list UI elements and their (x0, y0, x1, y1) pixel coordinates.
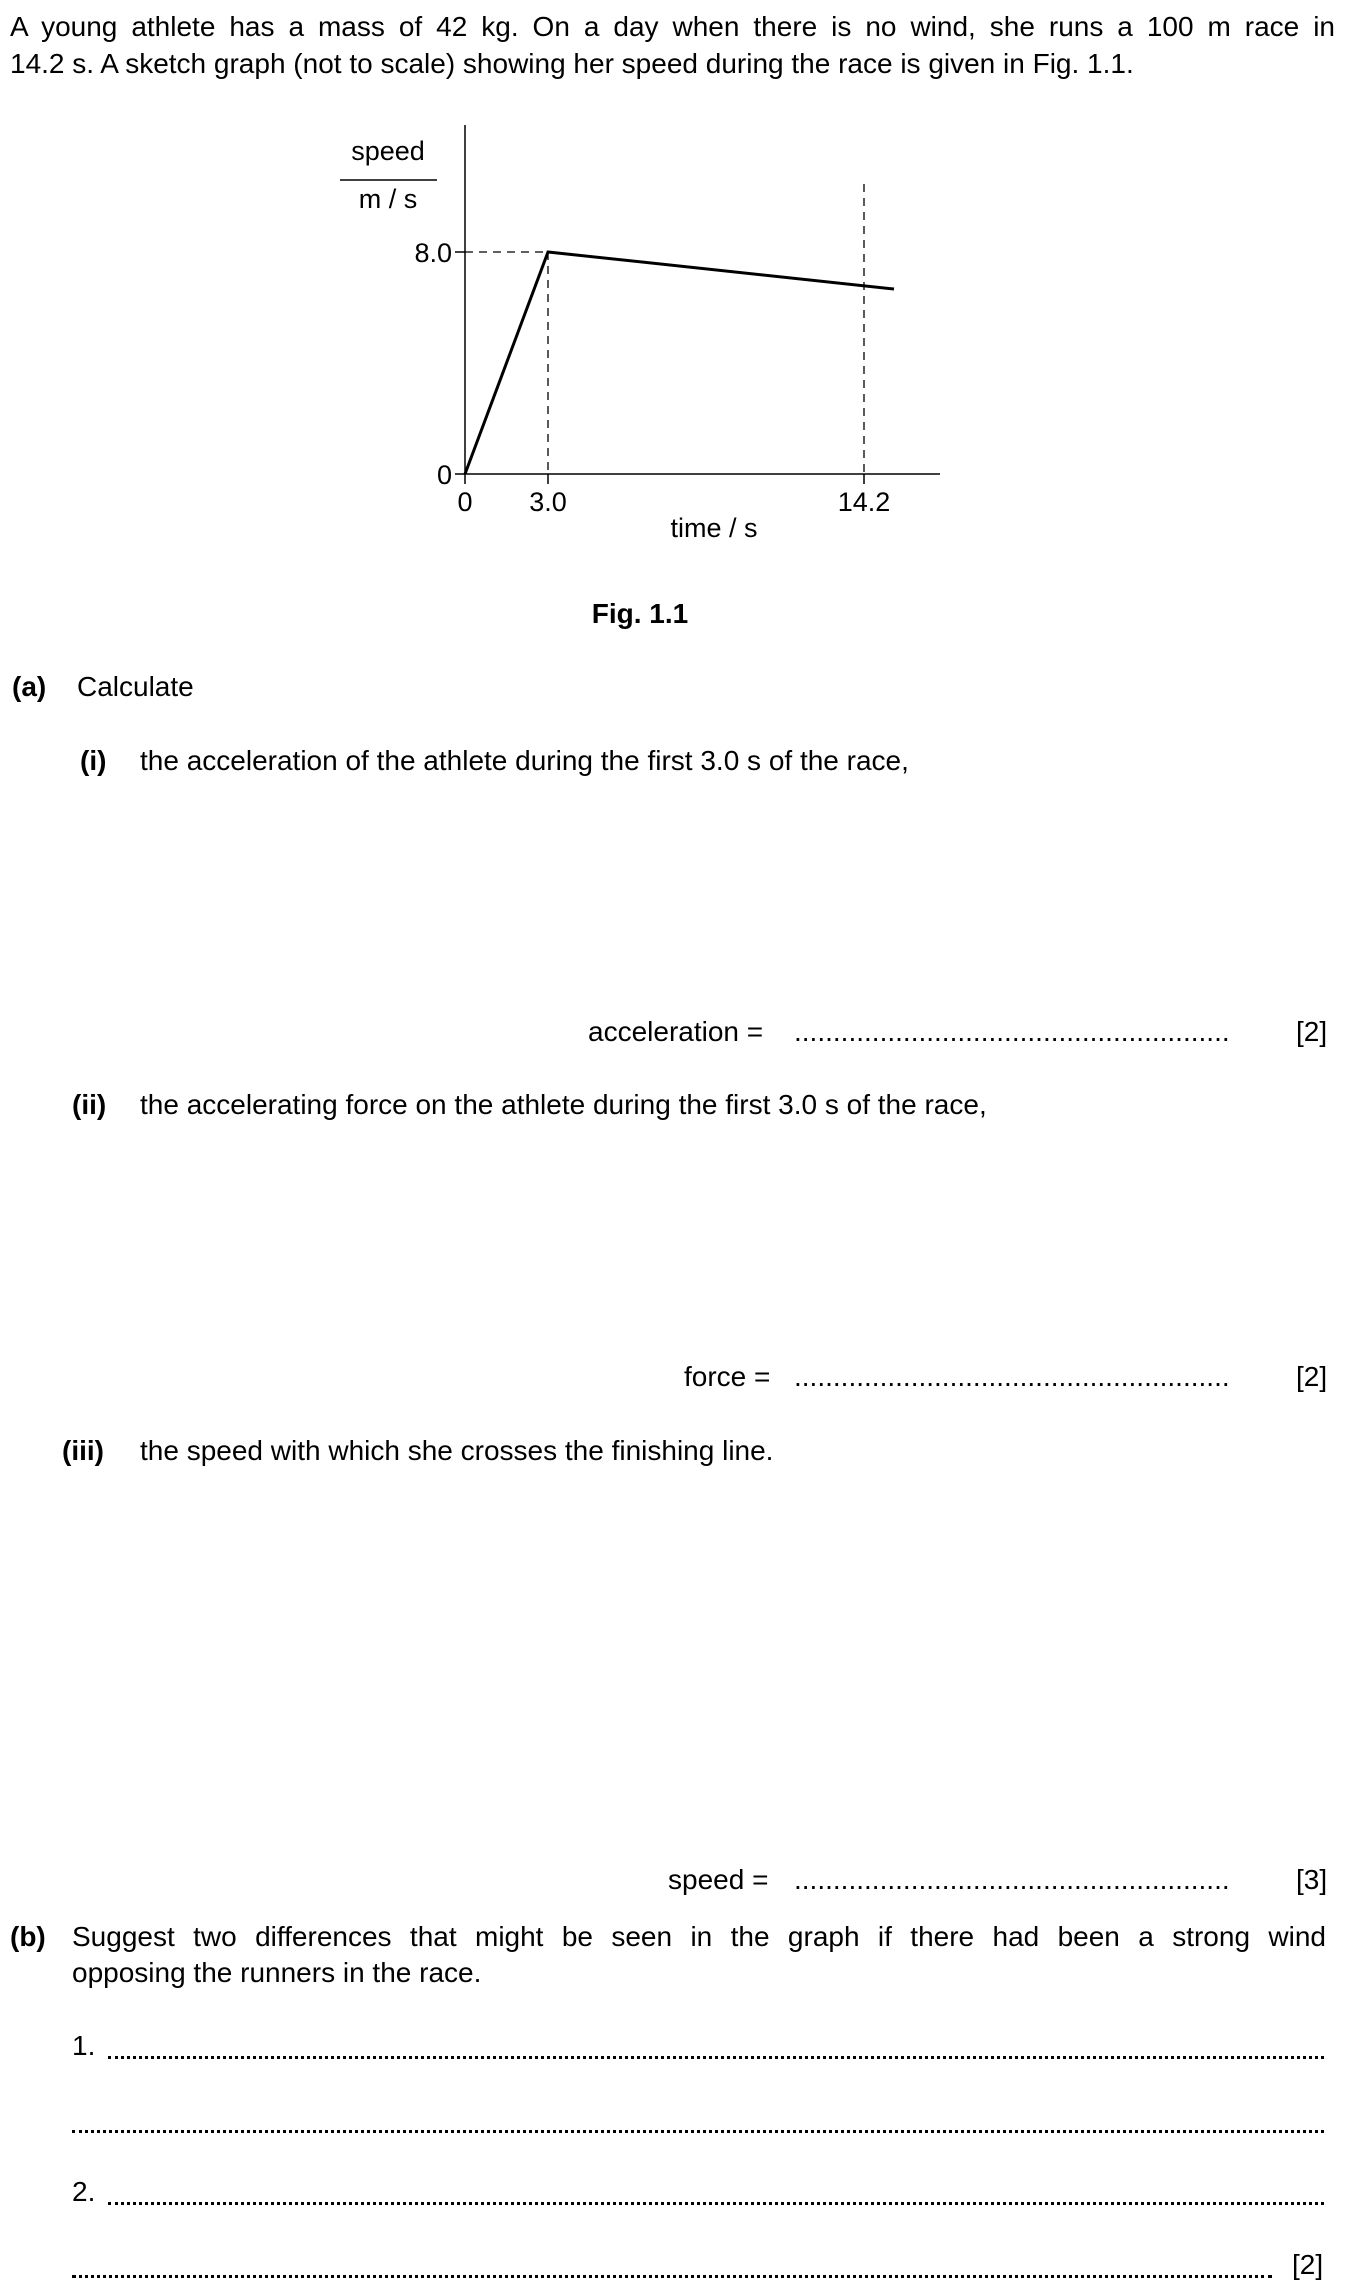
part-b-marks: [2] (1292, 2249, 1324, 2280)
x-tick-label-0: 0 (457, 487, 473, 517)
y-axis-label-top: speed (351, 136, 425, 166)
answer-item-2-number: 2. (72, 2176, 96, 2207)
y-tick-label-8: 8.0 (414, 238, 452, 268)
answer-line-2b[interactable] (72, 2275, 1272, 2278)
part-a-i-question: the acceleration of the athlete during the first 3.0 s of the race, (140, 745, 909, 776)
part-a-iii-question: the speed with which she crosses the finishing line. (140, 1435, 774, 1466)
x-axis-label: time / s (670, 513, 758, 543)
intro-line-1: A young athlete has a mass of 42 kg. On a day when there is no wind, she runs a 100 m race in (10, 11, 1335, 42)
speed-time-graph (0, 110, 1345, 670)
part-a-i-label: (i) (80, 745, 107, 776)
part-b-question-line-1: Suggest two differences that might be seen in the graph if there had been a strong wind (72, 1921, 1326, 1952)
answer-line-2a[interactable] (108, 2202, 1324, 2205)
force-answer-label: force = (684, 1361, 771, 1392)
answer-item-1-number: 1. (72, 2030, 96, 2061)
acceleration-answer-label: acceleration = (588, 1016, 764, 1047)
intro-line-2: 14.2 s. A sketch graph (not to scale) showing her speed during the race is given in Fig. 1.1. (10, 48, 1134, 79)
speed-answer-line[interactable]: ........................................................ (794, 1864, 1230, 1895)
x-tick-label-14: 14.2 (837, 487, 891, 517)
part-a-iii-label: (iii) (62, 1435, 104, 1466)
part-a-i-marks: [2] (1296, 1016, 1328, 1047)
x-tick-label-3: 3.0 (529, 487, 567, 517)
part-a-label: (a) (12, 671, 47, 702)
part-a-iii-marks: [3] (1296, 1864, 1328, 1895)
part-b-question-line-2: opposing the runners in the race. (72, 1957, 482, 1988)
part-a-ii-question: the accelerating force on the athlete during the first 3.0 s of the race, (140, 1089, 987, 1120)
y-axis-label-bottom: m / s (358, 184, 418, 214)
speed-answer-label: speed = (668, 1864, 769, 1895)
acceleration-answer-line[interactable]: ........................................................ (794, 1016, 1230, 1047)
y-tick-label-0: 0 (436, 460, 452, 490)
answer-line-1a[interactable] (108, 2056, 1324, 2059)
part-a-instruction: Calculate (77, 671, 194, 702)
speed-line (465, 252, 894, 474)
force-answer-line[interactable]: ........................................................ (794, 1361, 1230, 1392)
figure-caption: Fig. 1.1 (591, 598, 689, 629)
part-a-ii-label: (ii) (72, 1089, 107, 1120)
part-a-ii-marks: [2] (1296, 1361, 1328, 1392)
intro-paragraph (10, 8, 1335, 82)
part-b-label: (b) (10, 1921, 46, 1952)
answer-line-1b[interactable] (72, 2130, 1324, 2133)
